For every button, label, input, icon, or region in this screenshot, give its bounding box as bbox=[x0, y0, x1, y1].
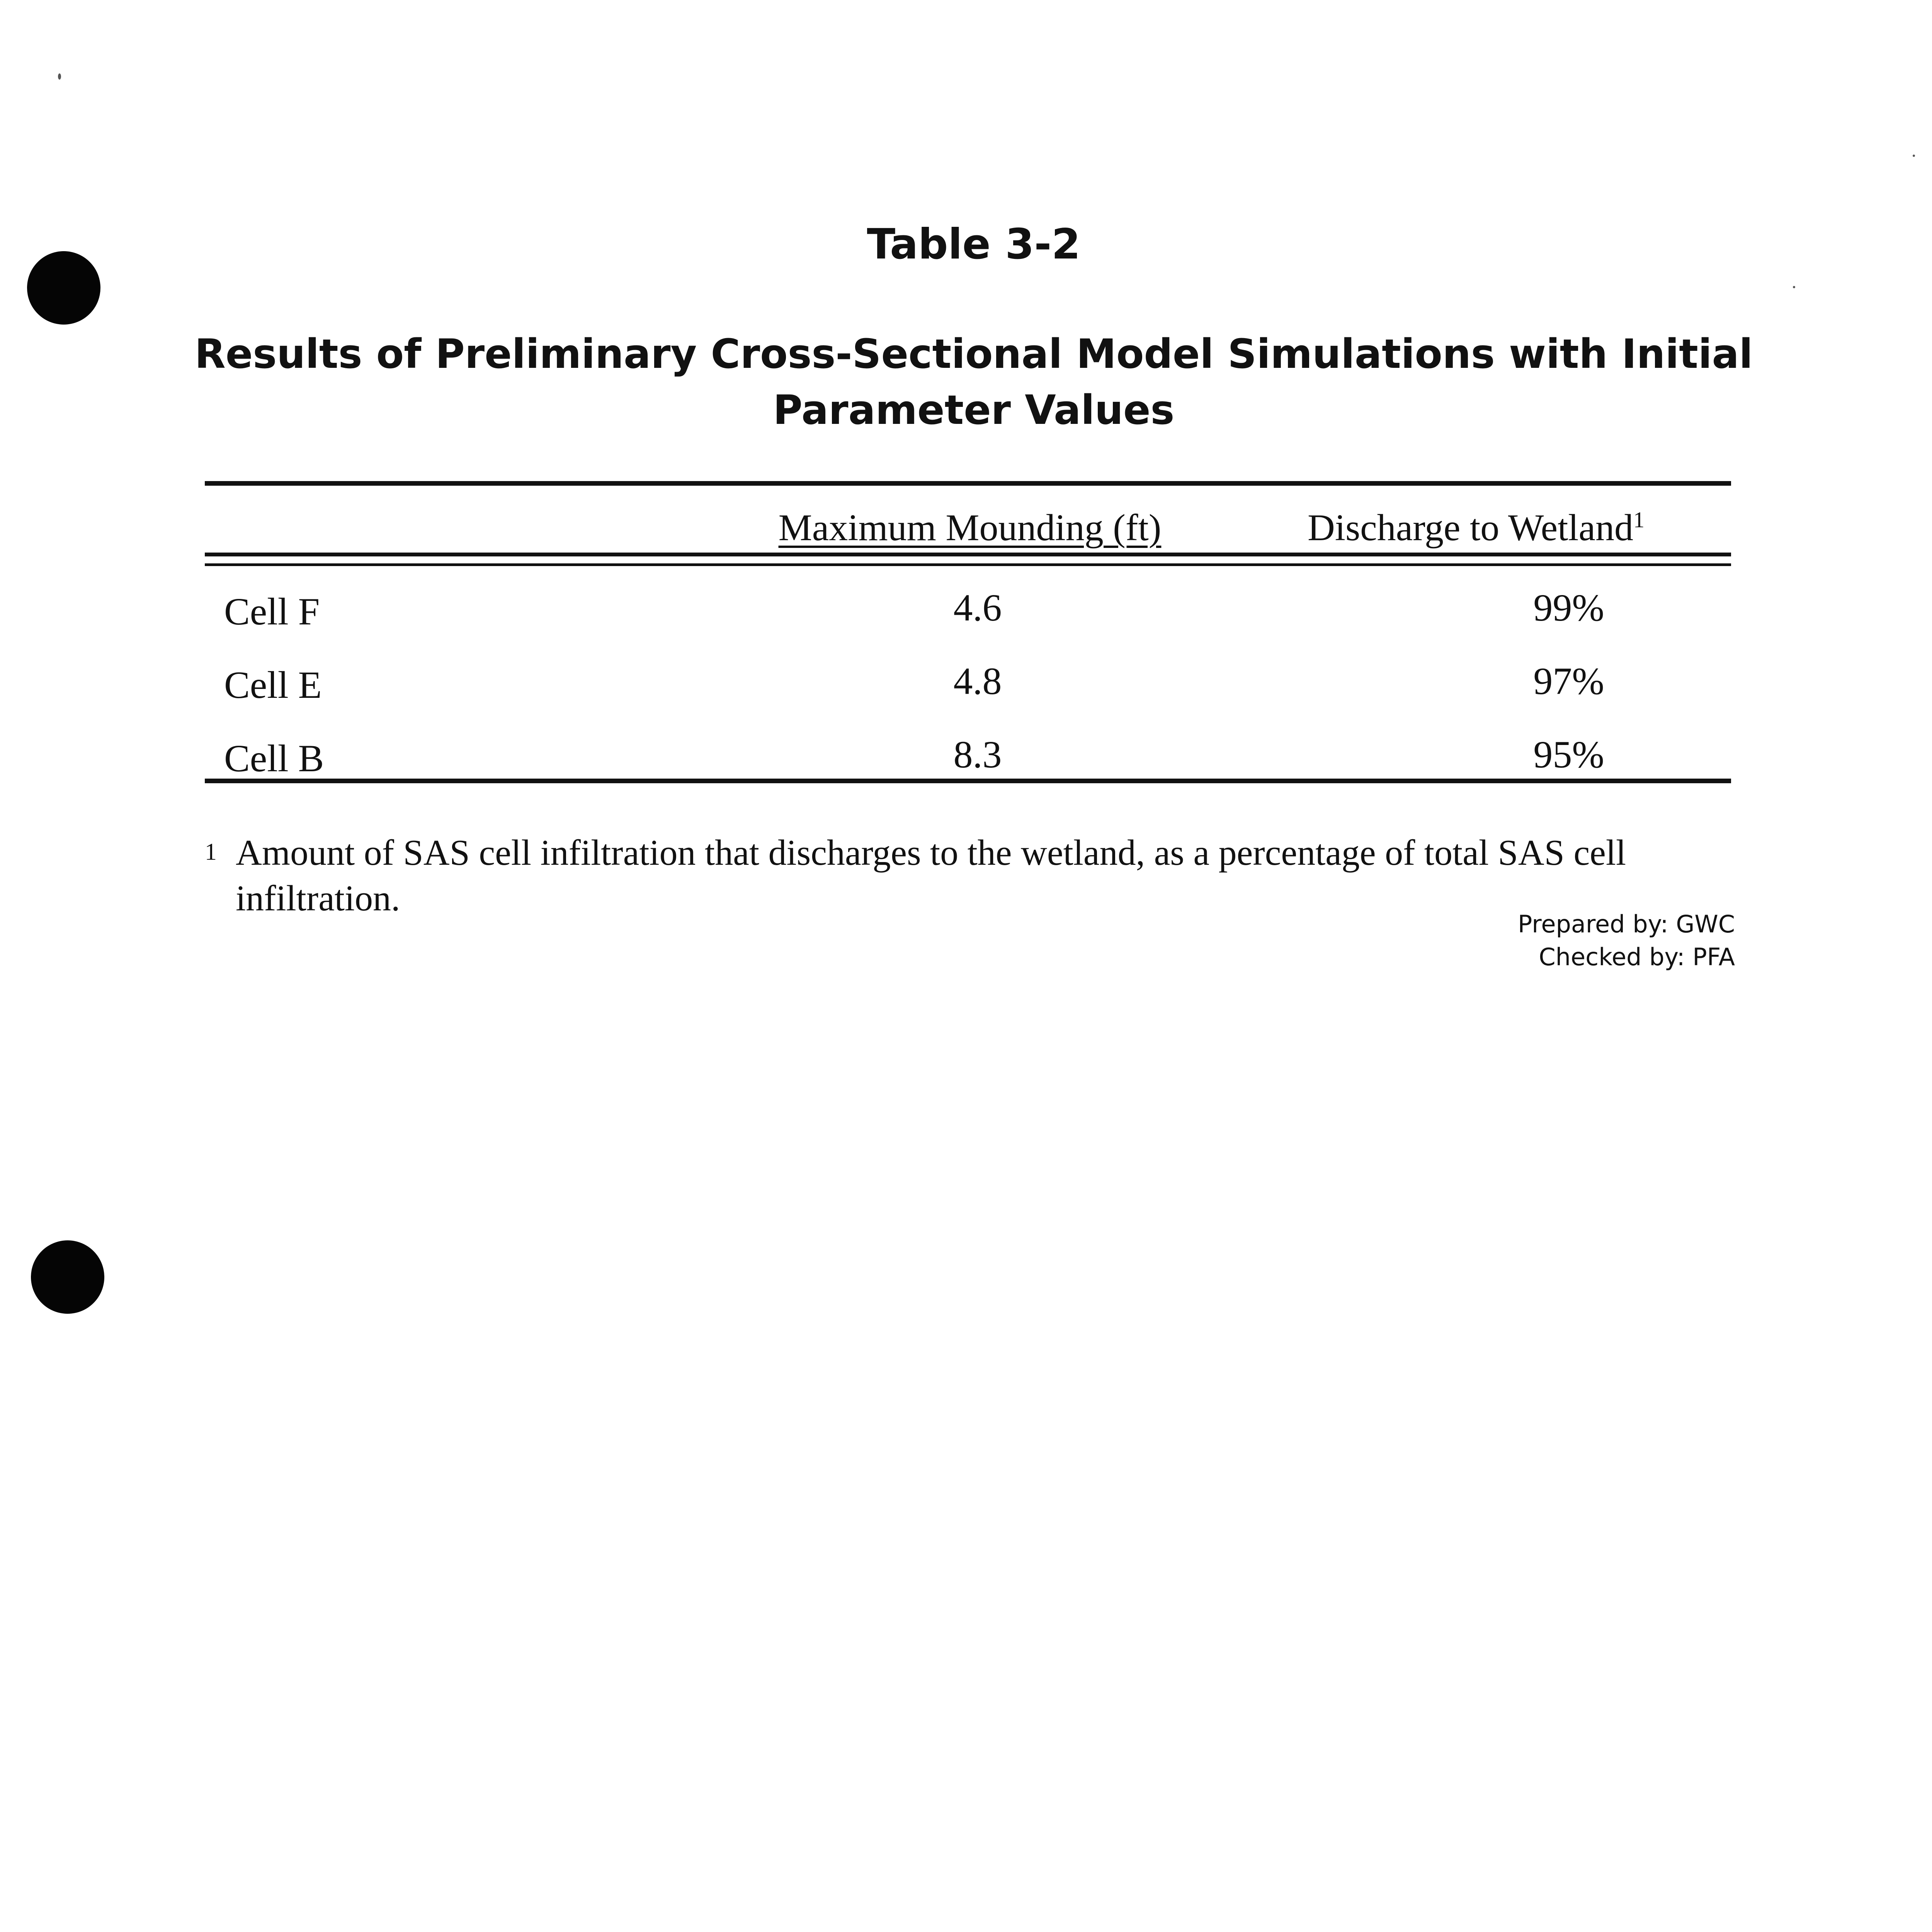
row-label: Cell F bbox=[224, 590, 320, 633]
footnote-text: Amount of SAS cell infiltration that discharges to the wetland, as a percentage of total SAS cell infiltration. bbox=[236, 833, 1626, 918]
row-label: Cell E bbox=[224, 663, 322, 706]
checked-by: Checked by: PFA bbox=[1539, 943, 1735, 971]
scan-speck bbox=[1913, 155, 1915, 157]
column-header-discharge bbox=[1264, 506, 1689, 549]
prepared-by: Prepared by: GWC bbox=[1517, 910, 1735, 938]
binder-hole bbox=[31, 1240, 104, 1314]
table-row bbox=[205, 586, 1731, 663]
scan-speck bbox=[1793, 286, 1795, 288]
table-top-rule bbox=[205, 481, 1731, 486]
mounding-value: 4.8 bbox=[953, 660, 1002, 702]
header-rule bbox=[205, 563, 1731, 566]
discharge-value: 95% bbox=[1533, 733, 1604, 776]
footnote-marker: 1 bbox=[205, 839, 217, 865]
scan-speck bbox=[58, 73, 61, 80]
header-rule bbox=[205, 553, 1731, 556]
table-title-line-2: Parameter Values bbox=[773, 386, 1175, 434]
mounding-value: 8.3 bbox=[953, 733, 1002, 776]
table-row bbox=[205, 733, 1731, 810]
mounding-value: 4.6 bbox=[953, 586, 1002, 629]
footnote-ref: 1 bbox=[1633, 507, 1645, 532]
table-number: Table 3-2 bbox=[867, 220, 1081, 269]
table-title-line-1: Results of Preliminary Cross-Sectional Model Simulations with Initial bbox=[194, 330, 1753, 378]
row-label: Cell B bbox=[224, 737, 324, 780]
discharge-value: 97% bbox=[1533, 660, 1604, 702]
column-header-discharge-label: Discharge to Wetland bbox=[1307, 507, 1634, 549]
discharge-value: 99% bbox=[1533, 586, 1604, 629]
table-row bbox=[205, 660, 1731, 736]
column-header-mounding: Maximum Mounding (ft) bbox=[778, 507, 1162, 549]
